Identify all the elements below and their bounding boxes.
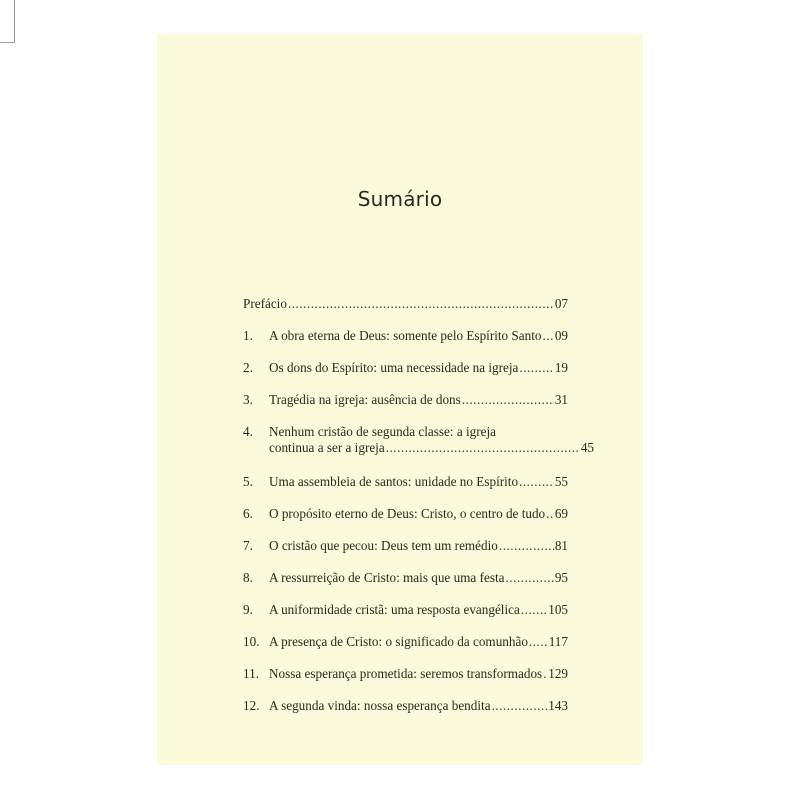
toc-entry-title: Tragédia na igreja: ausência de dons — [269, 392, 461, 407]
toc-line — [243, 634, 568, 650]
toc-page-number: 129 — [548, 666, 568, 681]
toc-line — [243, 392, 568, 408]
toc-entry — [243, 392, 568, 408]
toc-entry — [243, 570, 568, 586]
toc-line — [243, 538, 568, 554]
toc-page-number: 19 — [554, 360, 568, 375]
toc-entry-number: 3. — [243, 392, 253, 407]
toc-line — [243, 666, 568, 682]
dot-leader — [529, 634, 548, 650]
toc-line — [243, 360, 568, 376]
toc-line — [243, 328, 568, 344]
toc-line — [243, 424, 568, 440]
dot-leader — [546, 506, 554, 522]
toc-entry — [243, 296, 568, 312]
toc-page-number: 69 — [554, 506, 568, 521]
toc-entry-number: 6. — [243, 506, 253, 521]
toc-entry-title: Nossa esperança prometida: seremos transformados — [269, 666, 543, 681]
toc-entry — [243, 328, 568, 344]
toc-page-number: 105 — [548, 602, 568, 617]
toc-page-number: 81 — [554, 538, 568, 553]
toc-page-number: 09 — [554, 328, 568, 343]
toc-line — [243, 602, 568, 618]
toc-entry — [243, 698, 568, 714]
toc-entry-number: 10. — [243, 634, 260, 649]
toc-entry-title: O propósito eterno de Deus: Cristo, o centro de tudo — [269, 506, 546, 521]
toc-line — [243, 506, 568, 522]
toc-entry — [243, 474, 568, 490]
toc-entry-number: 4. — [243, 424, 253, 439]
toc-entry-number: 1. — [243, 328, 253, 343]
dot-leader — [519, 474, 554, 490]
toc-entry-title: Prefácio — [243, 296, 287, 311]
toc-entry-title: A uniformidade cristã: uma resposta evangélica — [269, 602, 520, 617]
toc-page-number: 117 — [548, 634, 568, 649]
toc-entry-title: continua a ser a igreja — [269, 440, 385, 455]
toc-page-number: 143 — [548, 698, 568, 713]
book-page — [157, 34, 643, 765]
toc-entry — [243, 360, 568, 376]
toc-entry-title: Nenhum cristão de segunda classe: a igreja — [269, 424, 497, 439]
toc-entry-title: A ressurreição de Cristo: mais que uma festa — [269, 570, 505, 585]
crop-mark — [0, 0, 15, 43]
toc-entry-number: 11. — [243, 666, 259, 681]
dot-leader — [519, 360, 553, 376]
toc-page-number: 55 — [554, 474, 568, 489]
toc-entry — [243, 424, 594, 456]
toc-entry-number: 12. — [243, 698, 260, 713]
dot-leader — [521, 602, 547, 618]
toc-entry — [243, 506, 568, 522]
toc-entry — [243, 538, 568, 554]
dot-leader — [505, 570, 553, 586]
toc-entry-number: 8. — [243, 570, 253, 585]
dot-leader — [542, 328, 553, 344]
toc-line — [243, 440, 594, 456]
toc-entry-title: A segunda vinda: nossa esperança bendita — [269, 698, 491, 713]
dot-leader — [543, 666, 547, 682]
page-title: Sumário — [357, 187, 443, 211]
dot-leader — [462, 392, 554, 408]
toc-entry-title: Uma assembleia de santos: unidade no Espírito — [269, 474, 519, 489]
toc-page-number: 07 — [554, 296, 568, 311]
toc-entry — [243, 602, 568, 618]
toc-entry-number: 7. — [243, 538, 253, 553]
toc-page-number: 31 — [554, 392, 568, 407]
toc-line — [243, 296, 568, 312]
toc-page-number: 45 — [580, 440, 594, 455]
toc-line — [243, 570, 568, 586]
toc-entry-title: Os dons do Espírito: uma necessidade na igreja — [269, 360, 519, 375]
toc-entry — [243, 634, 568, 650]
dot-leader — [386, 440, 580, 456]
toc-entry-number: 2. — [243, 360, 253, 375]
toc-entry-title: O cristão que pecou: Deus tem um remédio — [269, 538, 498, 553]
toc-line — [243, 474, 568, 490]
toc-entry — [243, 666, 568, 682]
toc-entry-title: A presença de Cristo: o significado da comunhão — [269, 634, 528, 649]
toc-line — [243, 698, 568, 714]
toc-page-number: 95 — [554, 570, 568, 585]
dot-leader — [288, 296, 554, 312]
toc-entry-number: 5. — [243, 474, 253, 489]
dot-leader — [492, 698, 548, 714]
dot-leader — [499, 538, 554, 554]
toc-entry-title: A obra eterna de Deus: somente pelo Espírito Santo — [269, 328, 542, 343]
toc-entry-number: 9. — [243, 602, 253, 617]
